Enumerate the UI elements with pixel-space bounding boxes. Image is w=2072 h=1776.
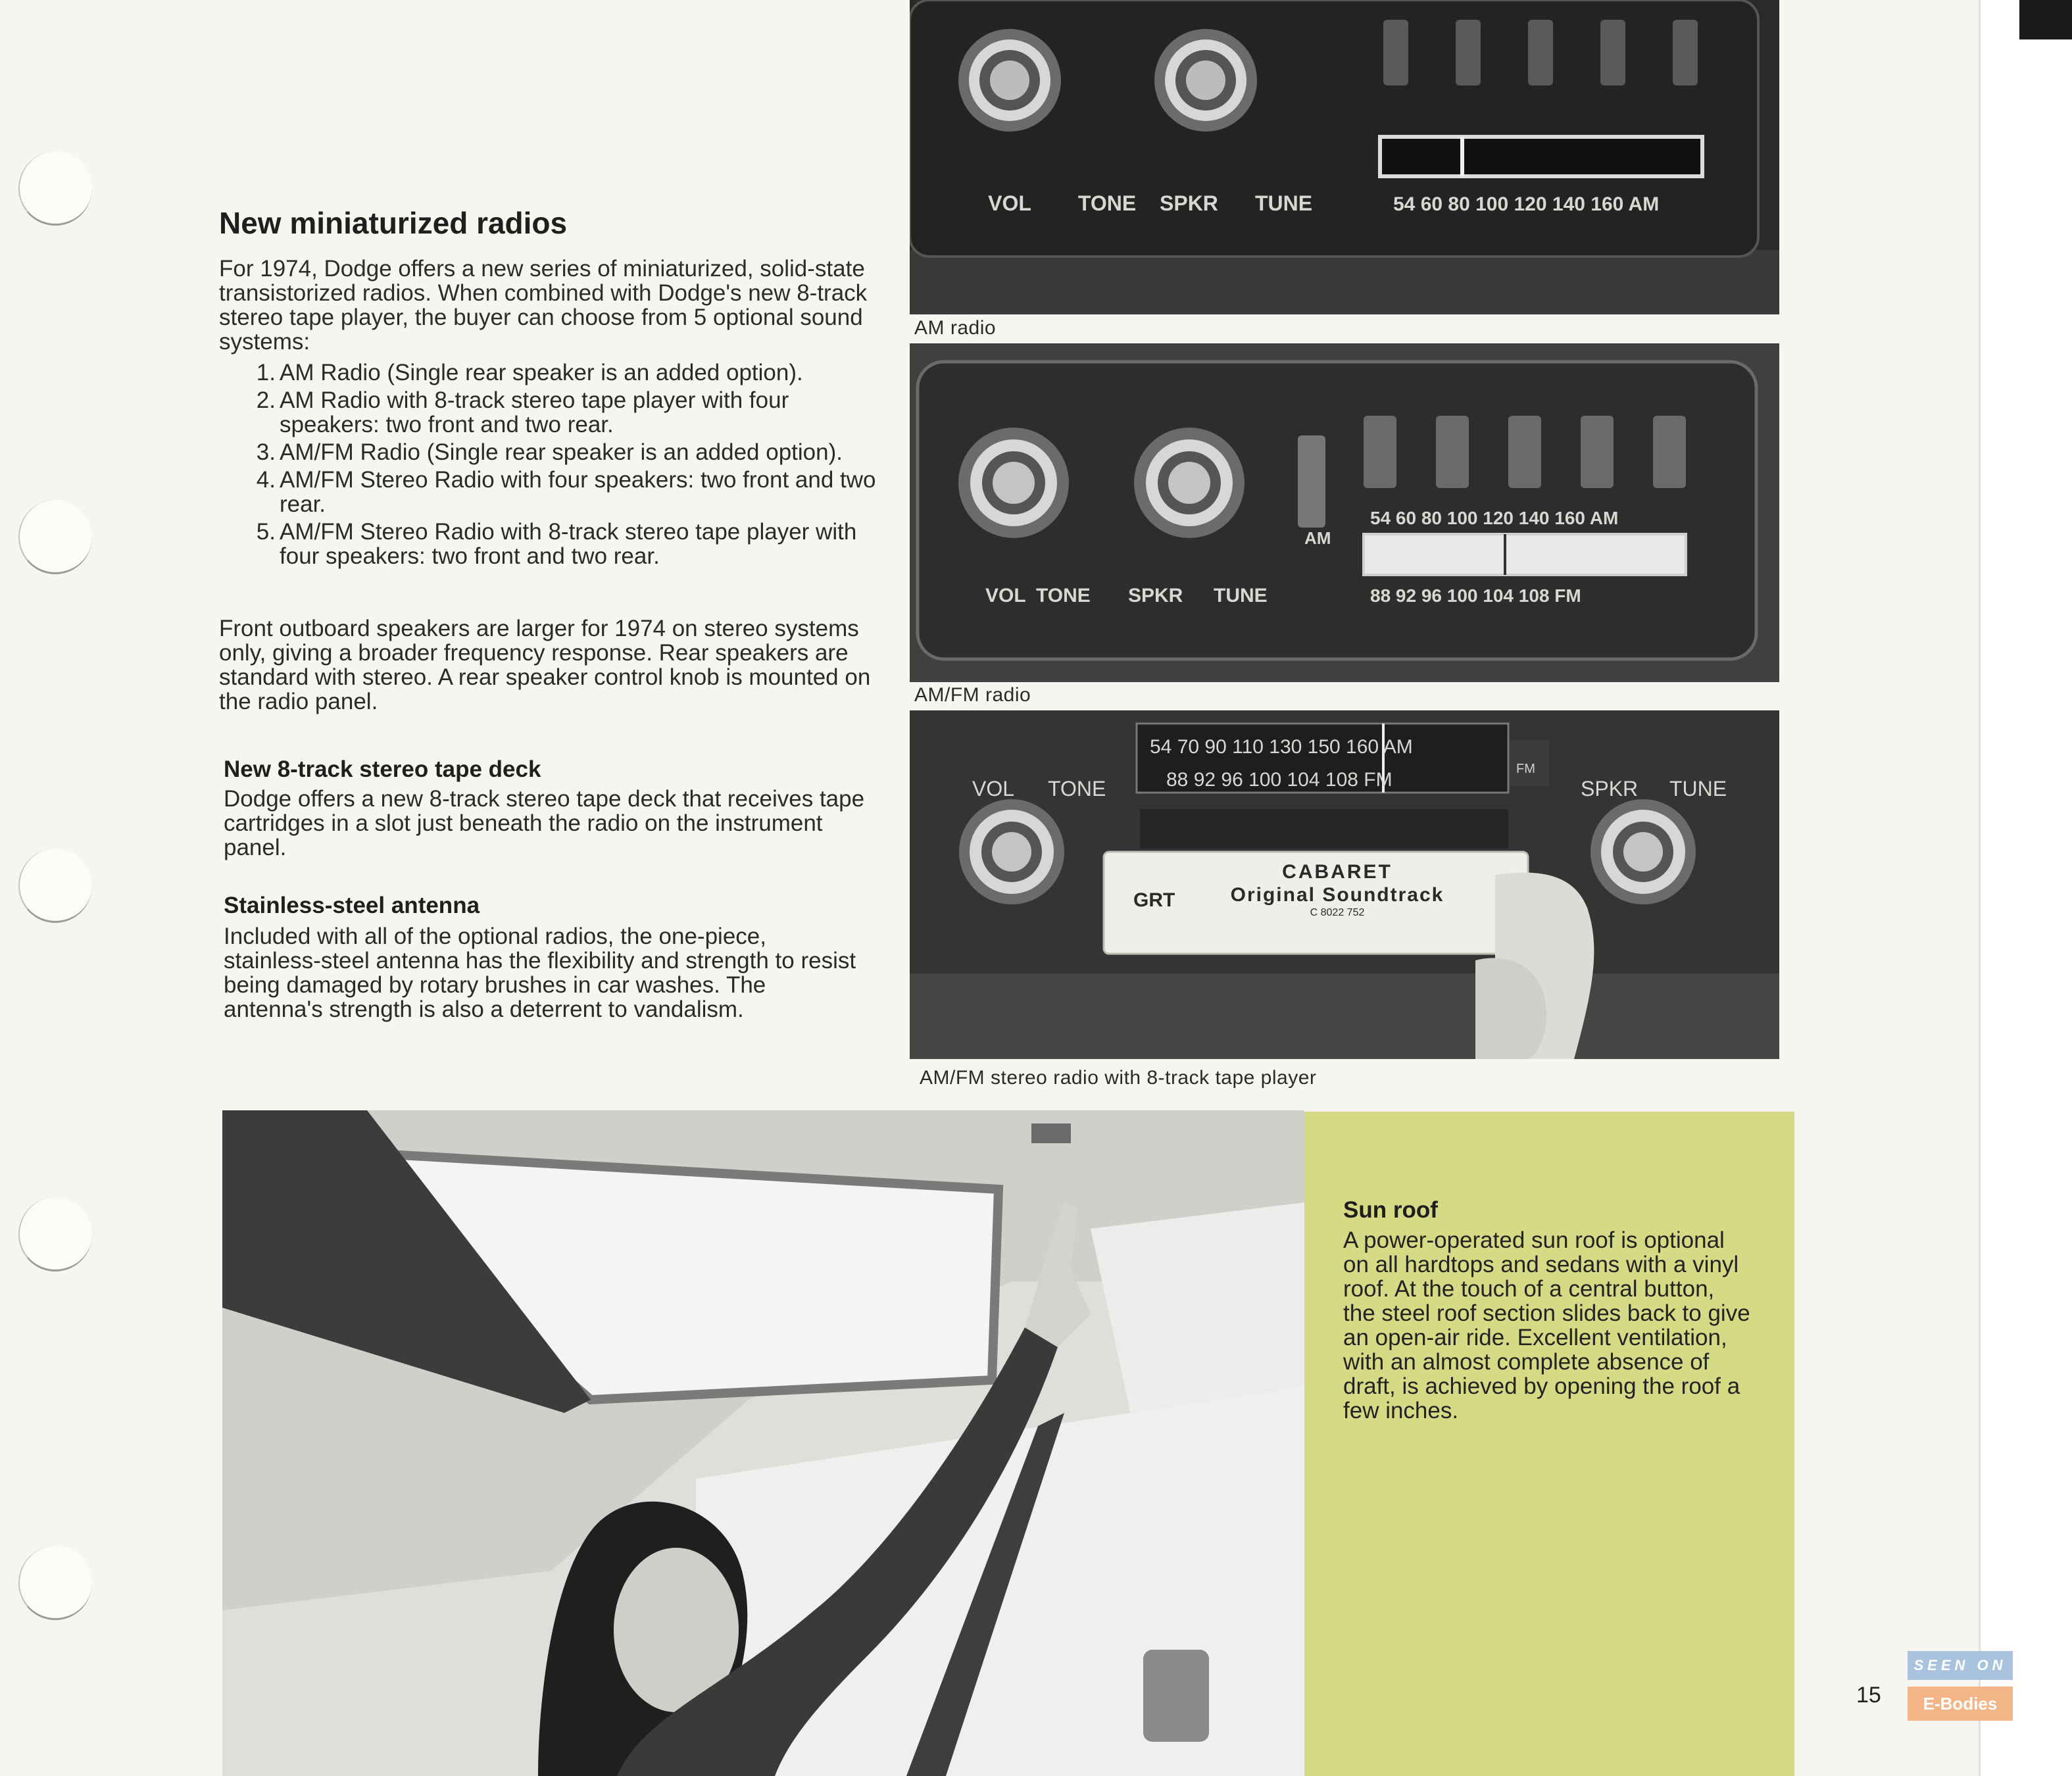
speakers-note: Front outboard speakers are larger for 1974 on stereo systems only, giving a broader frequency response. Rear speakers are standard with stereo. A rear speaker control knob is mounted on the radio panel. [219, 616, 871, 714]
tape-deck-text: Dodge offers a new 8-track stereo tape deck that receives tape cartridges in a slot just beneath the radio on the instrument panel. [224, 786, 865, 860]
antenna-text: Included with all of the optional radios, the one-piece, stainless-steel antenna has the flexibility and strength to resist being damaged by rotary brushes in car washes. The antenna's strength is also a deterrent to vandalism. [224, 924, 856, 1022]
am-fm-radio-photo [910, 343, 1779, 682]
svg-text:TUNE: TUNE [1669, 777, 1727, 801]
svg-text:VOL: VOL [985, 585, 1026, 606]
svg-text:88 92 96 100 104 108 FM: 88 92 96 100 104 108 FM [1166, 769, 1393, 791]
svg-text:VOL: VOL [988, 191, 1031, 215]
stereo-8track-photo [910, 710, 1779, 1059]
item-number: 1. [256, 360, 276, 385]
svg-text:Original Soundtrack: Original Soundtrack [1230, 884, 1444, 906]
page-number: 15 [1856, 1683, 1881, 1708]
svg-text:C 8022 752: C 8022 752 [1310, 907, 1365, 918]
tape-deck-heading: New 8-track stereo tape deck [224, 756, 541, 782]
svg-text:TONE: TONE [1077, 191, 1137, 215]
item-text: AM/FM Stereo Radio with 8-track stereo tape player with four speakers: two front and two rear. [280, 519, 857, 569]
svg-text:AM: AM [1304, 528, 1331, 548]
am-radio-caption: AM radio [914, 317, 997, 339]
sunroof-illustration [222, 1110, 1304, 1776]
item-text: AM Radio (Single rear speaker is an added option). [280, 360, 803, 385]
sunroof-heading: Sun roof [1343, 1197, 1438, 1223]
binder-hole [18, 1197, 92, 1271]
page-edge [1979, 0, 2072, 1776]
binder-hole [18, 500, 92, 574]
stereo-8track-illustration [910, 710, 1779, 1059]
item-number: 3. [256, 439, 276, 465]
list-item [219, 468, 877, 516]
item-text: AM/FM Stereo Radio with four speakers: two front and two rear. [280, 467, 876, 517]
list-item [219, 388, 877, 437]
svg-text:FM: FM [1516, 762, 1535, 776]
stereo-caption: AM/FM stereo radio with 8-track tape player [920, 1067, 1317, 1089]
svg-text:GRT: GRT [1133, 889, 1175, 911]
list-item [219, 440, 877, 464]
svg-text:TUNE: TUNE [1214, 585, 1268, 606]
svg-text:SPKR: SPKR [1128, 585, 1183, 606]
list-item [219, 520, 877, 568]
am-fm-radio-illustration [910, 343, 1779, 682]
item-text: AM Radio with 8-track stereo tape player with four speakers: two front and two rear. [280, 387, 789, 437]
svg-text:54 60 80 100 120 140 160 AM: 54 60 80 100 120 140 160 AM [1370, 508, 1619, 528]
svg-text:54 70 90 110 130 150 160 AM: 54 70 90 110 130 150 160 AM [1150, 736, 1413, 758]
sunroof-photo [222, 1110, 1304, 1776]
item-number: 2. [256, 387, 276, 413]
item-number: 4. [256, 467, 276, 493]
binder-hole [18, 1546, 92, 1620]
svg-text:TONE: TONE [1036, 585, 1091, 606]
article-title: New miniaturized radios [219, 206, 568, 240]
am-radio-illustration [910, 0, 1779, 314]
svg-text:TONE: TONE [1048, 777, 1106, 801]
binder-hole [18, 849, 92, 923]
svg-text:VOL: VOL [972, 777, 1015, 801]
am-fm-radio-caption: AM/FM radio [914, 684, 1031, 706]
antenna-heading: Stainless-steel antenna [224, 893, 480, 918]
page-edge-corner [2019, 0, 2072, 39]
sound-system-options [219, 360, 877, 572]
item-text: AM/FM Radio (Single rear speaker is an added option). [280, 439, 843, 465]
svg-text:CABARET: CABARET [1282, 861, 1393, 883]
e-bodies-watermark [1908, 1651, 2013, 1722]
sunroof-text: A power-operated sun roof is optional on all hardtops and sedans with a vinyl roof. At the touch of a central button, the steel roof section slides back to give an open-air ride. Excellent ventilation, with an almost complete absence of draft, is achieved by opening the roof a few inches. [1343, 1227, 1750, 1423]
svg-text:88 92 96 100 104 108 FM: 88 92 96 100 104 108 FM [1370, 585, 1581, 606]
item-number: 5. [256, 519, 276, 545]
watermark-bottom: E-Bodies [1908, 1687, 2013, 1721]
watermark-top: SEEN ON [1908, 1651, 2013, 1680]
svg-text:SPKR: SPKR [1581, 777, 1639, 801]
svg-text:TUNE: TUNE [1255, 191, 1313, 215]
svg-text:54 60 80 100 120 140 160 AM: 54 60 80 100 120 140 160 AM [1393, 193, 1660, 215]
binder-hole [18, 151, 92, 226]
list-item [219, 360, 877, 385]
am-radio-photo [910, 0, 1779, 314]
article-intro: For 1974, Dodge offers a new series of miniaturized, solid-state transistorized radios. When combined with Dodge's new 8-track stereo tape player, the buyer can choose from 5 optional sound systems: [219, 256, 868, 355]
svg-text:SPKR: SPKR [1160, 191, 1218, 215]
